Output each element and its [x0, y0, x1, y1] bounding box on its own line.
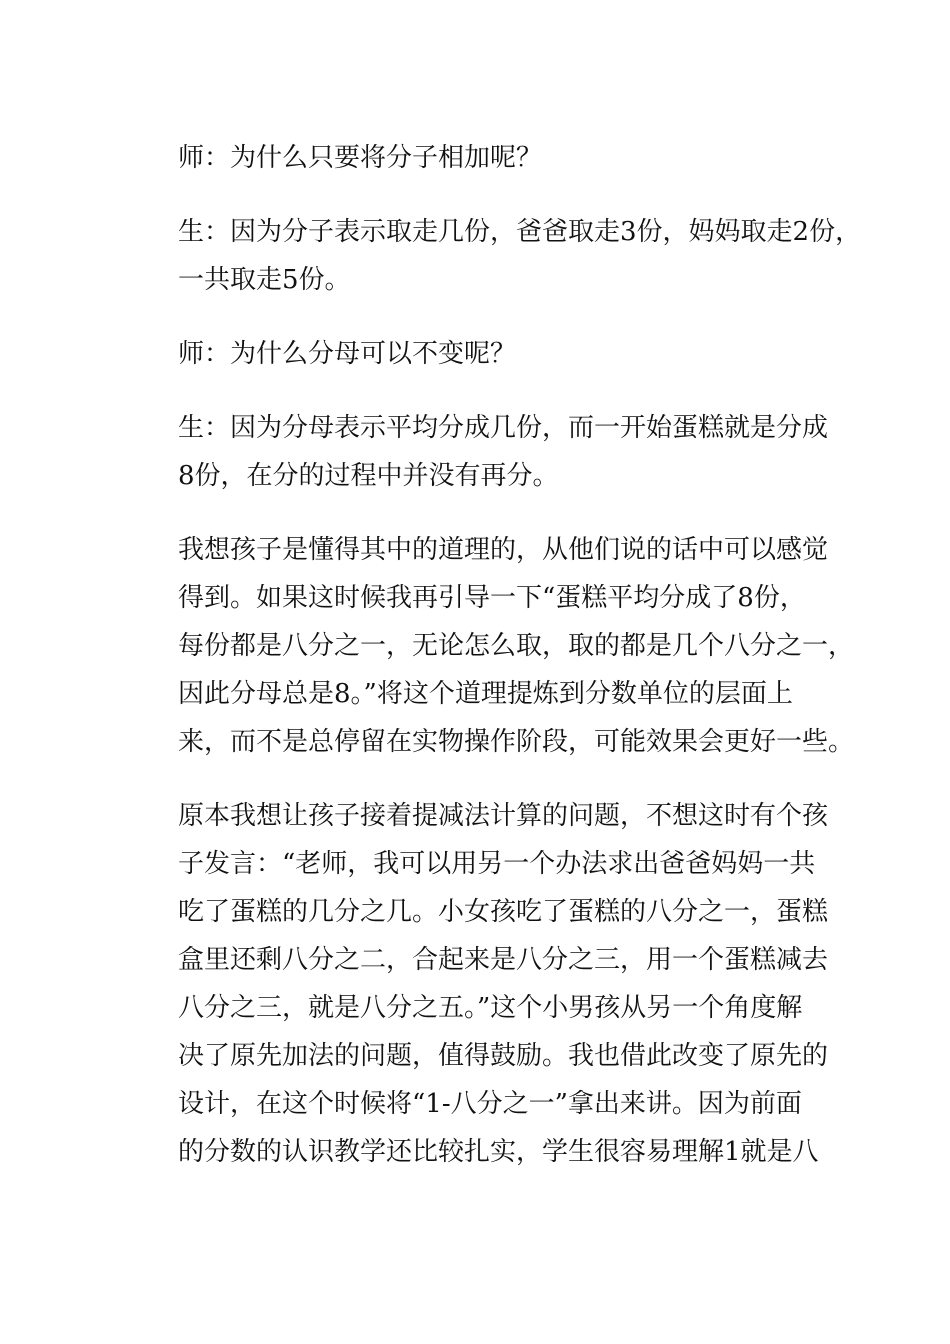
text-line: 决了原先加法的问题，值得鼓励。我也借此改变了原先的 [178, 1041, 829, 1071]
paragraph-teacher-question-1 [178, 134, 818, 182]
document-body [178, 134, 862, 1202]
text-line: 盒里还剩八分之二，合起来是八分之三，用一个蛋糕减去 [178, 945, 829, 975]
text-line: 因此分母总是8。”将这个道理提炼到分数单位的层面上 [178, 679, 793, 709]
paragraph-reflection-2 [178, 792, 829, 1176]
paragraph-teacher-question-2 [178, 330, 818, 378]
text-line: 设计，在这个时候将“1-八分之一”拿出来讲。因为前面 [178, 1089, 802, 1119]
text-line: 八分之三，就是八分之五。”这个小男孩从另一个角度解 [178, 993, 803, 1023]
text-line: 我想孩子是懂得其中的道理的，从他们说的话中可以感觉 [178, 535, 829, 565]
text-line: 生：因为分子表示取走几份，爸爸取走3份，妈妈取走2份， [178, 217, 862, 247]
text-line: 来，而不是总停留在实物操作阶段，可能效果会更好一些。 [178, 727, 855, 757]
text-line: 的分数的认识教学还比较扎实，学生很容易理解1就是八 [178, 1137, 819, 1167]
text-line: 师：为什么只要将分子相加呢？ [178, 143, 543, 173]
text-line: 吃了蛋糕的几分之几。小女孩吃了蛋糕的八分之一，蛋糕 [178, 897, 829, 927]
paragraph-student-answer-2 [178, 404, 829, 500]
paragraph-reflection-1 [178, 526, 855, 766]
text-line: 师：为什么分母可以不变呢？ [178, 339, 517, 369]
text-line: 一共取走5份。 [178, 265, 351, 295]
text-line: 原本我想让孩子接着提减法计算的问题，不想这时有个孩 [178, 801, 829, 831]
text-line: 得到。如果这时候我再引导一下“蛋糕平均分成了8份， [178, 583, 806, 613]
text-line: 生：因为分母表示平均分成几份，而一开始蛋糕就是分成 [178, 413, 829, 443]
text-line: 8份，在分的过程中并没有再分。 [178, 461, 559, 491]
paragraph-student-answer-1 [178, 208, 862, 304]
text-line: 子发言：“老师，我可以用另一个办法求出爸爸妈妈一共 [178, 849, 816, 879]
text-line: 每份都是八分之一，无论怎么取，取的都是几个八分之一， [178, 631, 855, 661]
